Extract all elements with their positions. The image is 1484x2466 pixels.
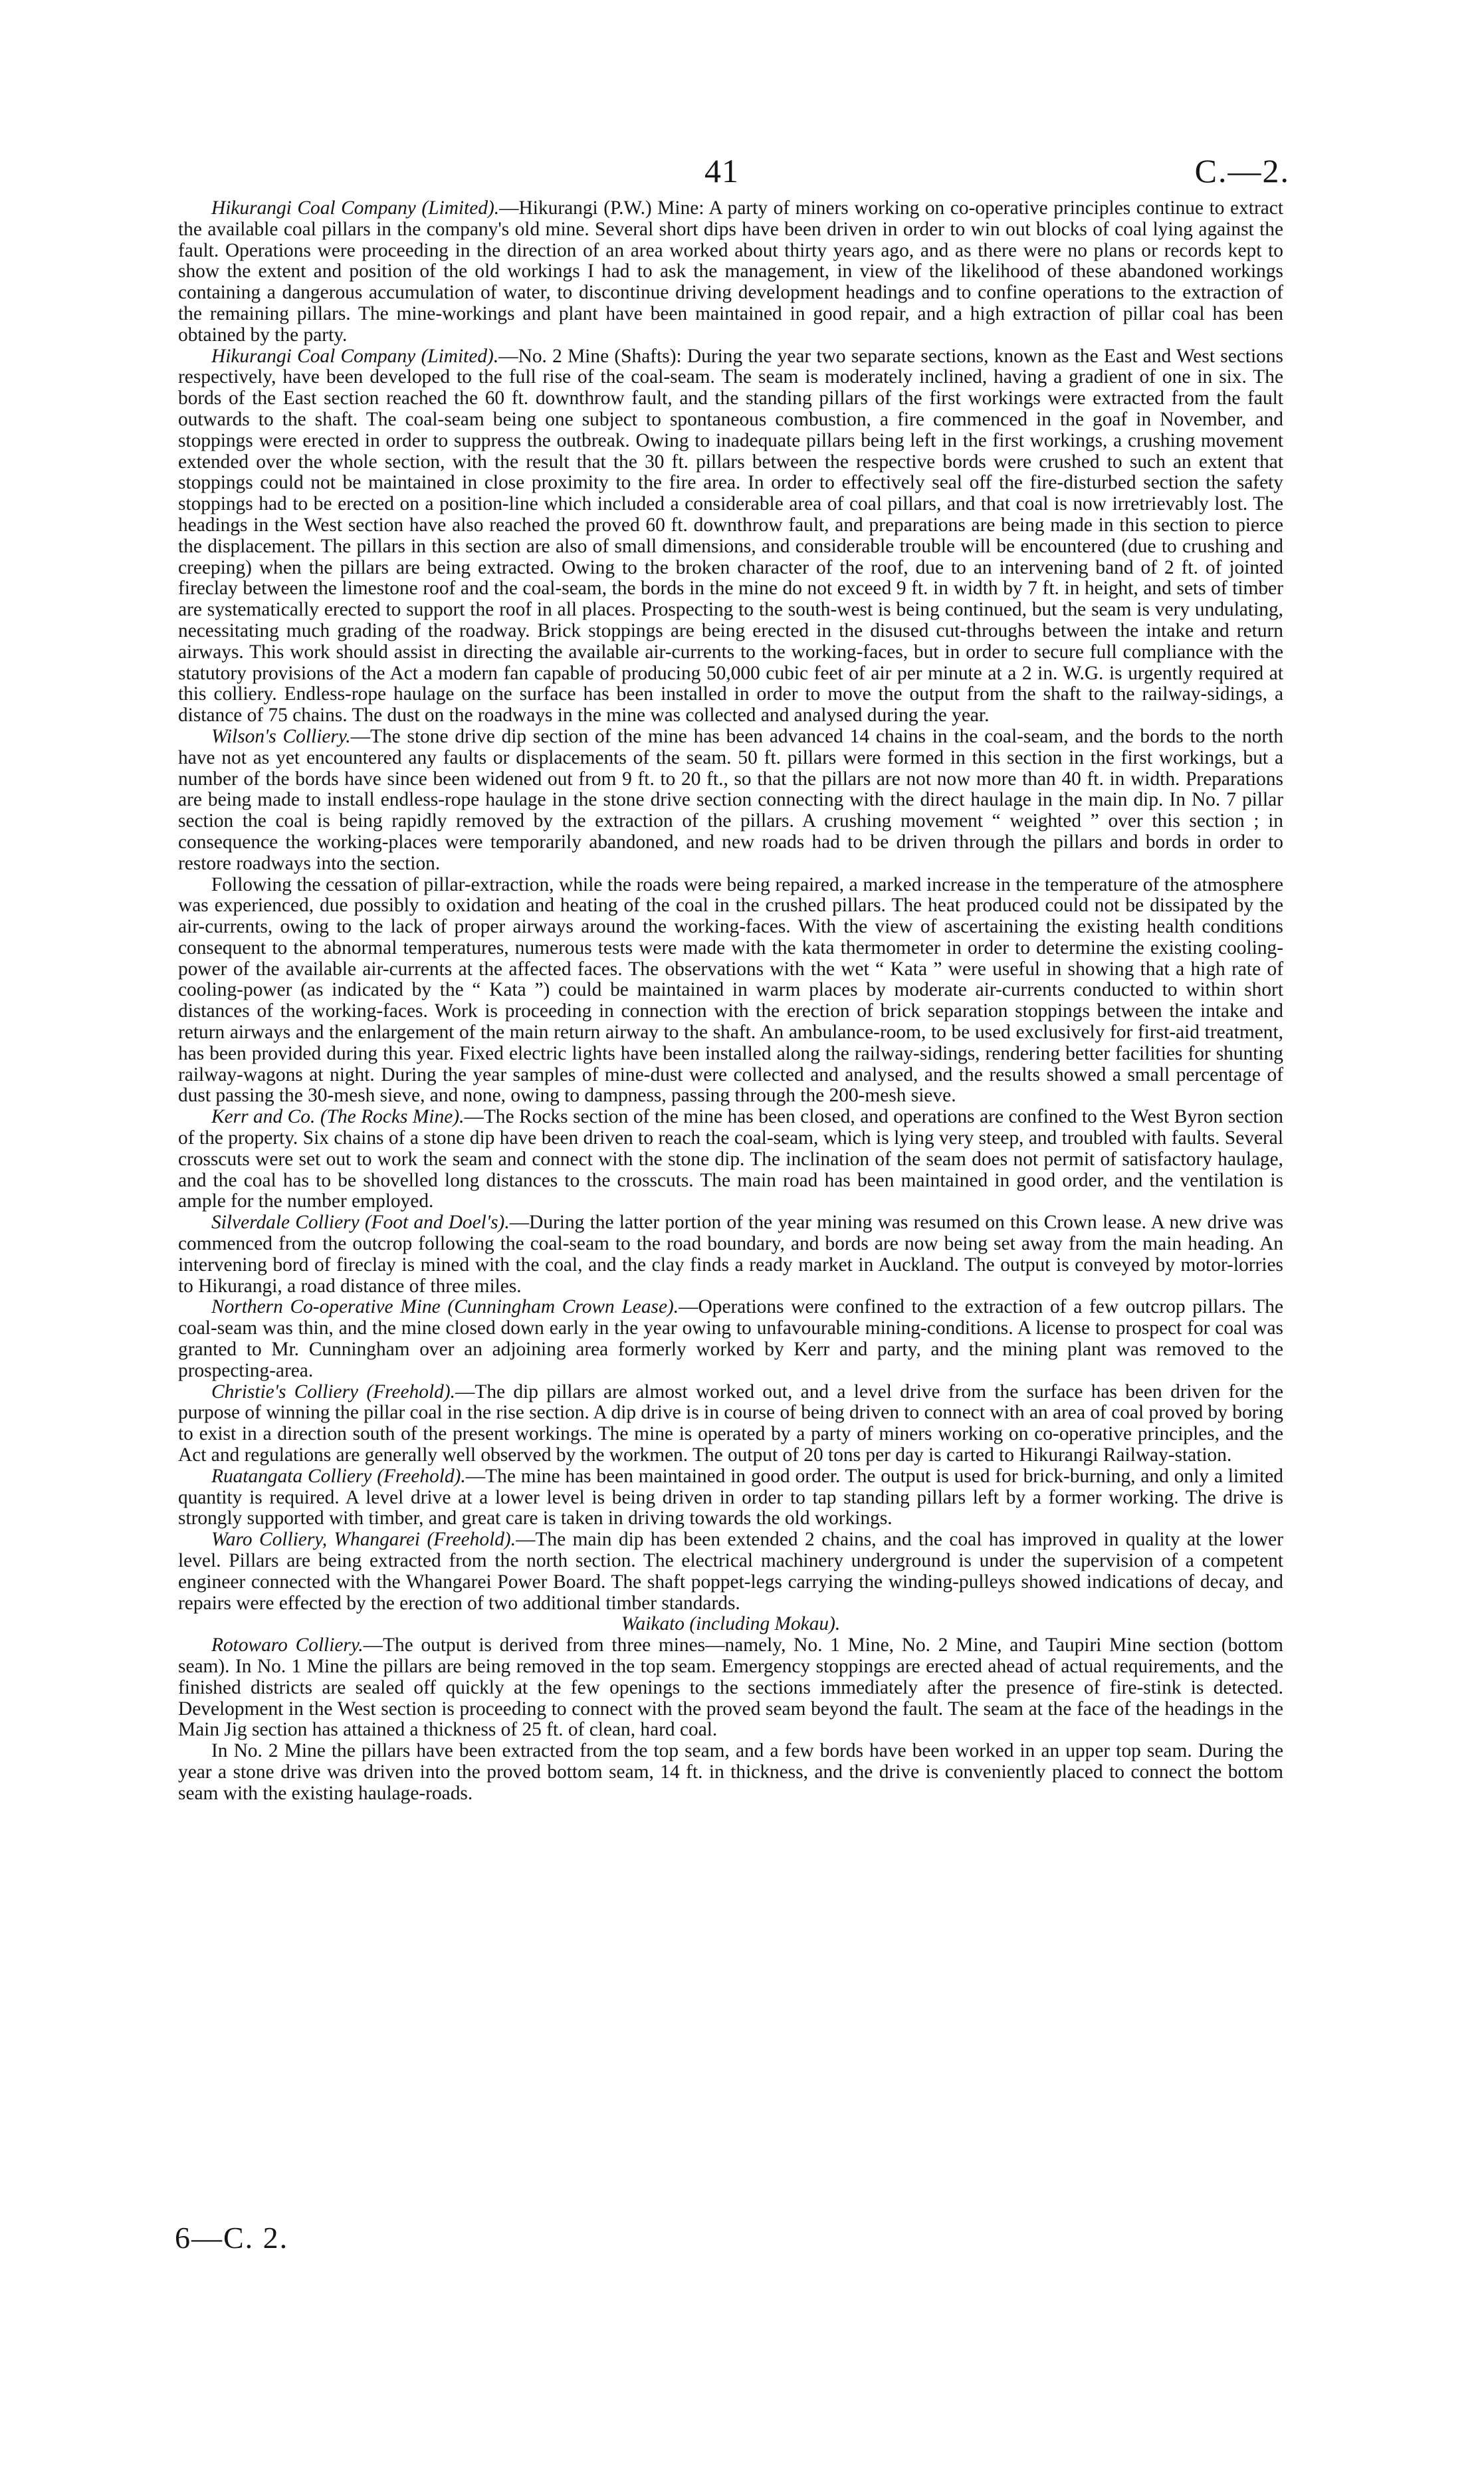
paragraph-pillar-extraction — [178, 875, 1283, 1107]
paragraph-lead: Ruatangata Colliery (Freehold). — [211, 1465, 466, 1487]
paragraph-lead: Waro Colliery, Whangarei (Freehold). — [211, 1529, 516, 1551]
paragraph-lead: Silverdale Colliery (Foot and Doel's). — [211, 1212, 510, 1234]
paragraph-wilsons-colliery — [178, 727, 1283, 875]
paragraph-body: —The stone drive dip section of the mine has been advanced 14 chains in the coal-seam, and the bords to the north have not as yet encountered any faults or displacements of the seam. 50 ft. pillars were formed in this section in the first workings, but a number of the bords have since been widened out from 9 ft. to 20 ft., so that the pillars are not now more than 40 ft. in width. Preparations are being made to install endless-rope haulage in the stone drive section connecting with the direct haulage in the main dip. In No. 7 pillar section the coal is being rapidly removed by the extraction of the pillars. A crushing movement “ weighted ” over this section ; in consequence the working-places were temporarily abandoned, and new roads had to be driven through the pillars and bords in order to restore roadways into the section. — [178, 725, 1283, 874]
paragraph-body: —The dip pillars are almost worked out, and a level drive from the surface has been driven for the purpose of winning the pillar coal in the rise section. A dip drive is in course of being driven to connect with an area of coal proved by boring to exist in a direction south of the present workings. The mine is operated by a party of miners working on co-operative principles, and the Act and regulations are generally well observed by the workmen. The output of 20 tons per day is carted to Hikurangi Railway-station. — [178, 1381, 1283, 1466]
document-reference: C.—2. — [1194, 152, 1290, 189]
paragraph-rotowaro-no2-mine — [178, 1741, 1283, 1804]
page-number: 41 — [704, 152, 739, 189]
paragraph-body: —During the latter portion of the year mining was resumed on this Crown lease. A new drive was commenced from the outcrop following the coal-seam to the road boundary, and bords are now being set away from the main heading. An intervening bord of fireclay is mined with the coal, and the clay finds a ready market in Auckland. The output is conveyed by motor-lorries to Hikurangi, a road distance of three miles. — [178, 1212, 1284, 1297]
section-heading: Waikato (including Mokau). — [621, 1613, 841, 1635]
paragraph-lead: Hikurangi Coal Company (Limited). — [211, 345, 499, 367]
signature-mark: 6—C. 2. — [175, 2221, 289, 2255]
paragraph-body: Following the cessation of pillar-extraction, while the roads were being repaired, a marked increase in the temperature of the atmosphere was experienced, due possibly to oxidation and heating of the coal in the crushed pillars. The heat produced could not be dissipated by the air-currents, owing to the lack of proper airways around the working-faces. With the view of ascertaining the existing health conditions consequent to the abnormal temperatures, numerous tests were made with the kata thermometer in order to determine the existing cooling-power of the available air-currents at the affected faces. The observations with the wet “ Kata ” were useful in showing that a high rate of cooling-power (as indicated by the “ Kata ”) could be maintained in warm places by moderate air-currents conducted to within short distances of the working-faces. Work is proceeding in connection with the erection of brick separation stoppings between the intake and return airways and the enlargement of the main return airway to the shaft. An ambulance-room, to be used exclusively for first-aid treatment, has been provided during this year. Fixed electric lights have been installed along the railway-sidings, rendering better facilities for shunting railway-wagons at night. During the year samples of mine-dust were collected and analysed, and the results showed a small percentage of dust passing the 30-mesh sieve, and none, owing to dampness, passing through the 200-mesh sieve. — [178, 873, 1283, 1107]
paragraph-kerr-and-co — [178, 1107, 1283, 1212]
paragraph-lead: Rotowaro Colliery. — [211, 1634, 364, 1656]
paragraph-body: —The main dip has been extended 2 chains, and the coal has improved in quality at the lower level. Pillars are being extracted from the north section. The electrical machinery underground is under the supervision of a competent engineer connected with the Whangarei Power Board. The shaft poppet-legs carrying the winding-pulleys showed indications of decay, and repairs were effected by the erection of two additional timber standards. — [178, 1529, 1283, 1614]
paragraph-waro-colliery — [178, 1529, 1283, 1614]
paragraph-ruatangata-colliery — [178, 1466, 1283, 1529]
paragraph-hikurangi-no2-mine — [178, 346, 1283, 727]
paragraph-lead: Christie's Colliery (Freehold). — [211, 1381, 455, 1402]
paragraph-lead: Wilson's Colliery. — [211, 725, 351, 747]
paragraph-rotowaro-colliery — [178, 1635, 1283, 1741]
paragraph-christies-colliery — [178, 1382, 1283, 1466]
paragraph-body: —No. 2 Mine (Shafts): During the year two separate sections, known as the East and West sections respectively, have been developed to the full rise of the coal-seam. The seam is moderately inclined, having a gradient of one in six. The bords of the East section reached the 60 ft. downthrow fault, and the standing pillars of the first workings were extracted from the fault outwards to the shaft. The coal-seam being one subject to spontaneous combustion, a fire commenced in the goaf in November, and stoppings were erected in order to suppress the outbreak. Owing to inadequate pillars being left in the first workings, a crushing movement extended over the whole section, with the result that the 30 ft. pillars between the respective bords were crushed to such an extent that stoppings could not be maintained in close proximity to the fire area. In order to effectively seal off the fire-disturbed section the safety stoppings had to be erected on a position-line which included a considerable area of coal pillars, and that coal is now irretrievably lost. The headings in the West section have also reached the proved 60 ft. downthrow fault, and preparations are being made in this section to pierce the displacement. The pillars in this section are also of small dimensions, and considerable trouble will be encountered (due to crushing and creeping) when the pillars are being extracted. Owing to the broken character of the roof, due to an intervening band of 2 ft. of jointed fireclay between the limestone roof and the coal-seam, the bords in the mine do not exceed 9 ft. in width by 7 ft. in height, and sets of timber are systematically erected to support the roof in all places. Prospecting to the south-west is being continued, but the seam is very undulating, necessitating much grading of the roadway. Brick stoppings are being erected in the disused cut-throughs between the intake and return airways. This work should assist in directing the available air-currents to the working-faces, but in order to secure full compliance with the statutory provisions of the Act a modern fan capable of producing 50,000 cubic feet of air per minute at a 2 in. W.G. is urgently required at this colliery. Endless-rope haulage on the surface has been installed in order to move the output from the shaft to the railway-sidings, a distance of 75 chains. The dust on the roadways in the mine was collected and analysed during the year. — [178, 345, 1283, 727]
paragraph-lead: Northern Co-operative Mine (Cunningham Crown Lease). — [211, 1296, 679, 1318]
paragraph-body: —The output is derived from three mines—namely, No. 1 Mine, No. 2 Mine, and Taupiri Mine section (bottom seam). In No. 1 Mine the pillars are being removed in the top seam. Emergency stoppings are erected ahead of actual requirements, and the finished districts are sealed off quickly at the few openings to the sections immediately after the presence of fire-stink is detected. Development in the West section is proceeding to connect with the proved seam beyond the fault. The seam at the face of the headings in the Main Jig section has attained a thickness of 25 ft. of clean, hard coal. — [178, 1634, 1283, 1741]
paragraph-body: —The Rocks section of the mine has been closed, and operations are confined to the West Byron section of the property. Six chains of a stone dip have been driven to reach the coal-seam, which is lying very steep, and troubled with faults. Several crosscuts were set out to work the seam and connect with the stone dip. The inclination of the seam does not permit of satisfactory haulage, and the coal has to be shovelled long distances to the crosscuts. The main road has been maintained in good order, and the ventilation is ample for the number employed. — [178, 1106, 1283, 1212]
paragraph-northern-cooperative — [178, 1297, 1283, 1381]
paragraph-body: In No. 2 Mine the pillars have been extracted from the top seam, and a few bords have been worked in an upper top seam. During the year a stone drive was driven into the proved bottom seam, 14 ft. in thickness, and the drive is conveniently placed to connect the bottom seam with the existing haulage-roads. — [178, 1740, 1283, 1804]
paragraph-body: —Operations were confined to the extraction of a few outcrop pillars. The coal-seam was thin, and the mine closed down early in the year owing to unfavourable mining-conditions. A license to prospect for coal was granted to Mr. Cunningham over an adjoining area formerly worked by Kerr and party, and the mining plant was removed to the prospecting-area. — [178, 1296, 1283, 1381]
paragraph-hikurangi-pw-mine — [178, 198, 1283, 346]
body-text — [178, 198, 1283, 1805]
paragraph-silverdale-colliery — [178, 1212, 1283, 1297]
paragraph-body: —The mine has been maintained in good order. The output is used for brick-burning, and only a limited quantity is required. A level drive at a lower level is being driven in order to tap standing pillars left by a former working. The drive is strongly supported with timber, and great care is taken in driving towards the old workings. — [178, 1465, 1283, 1529]
paragraph-lead: Kerr and Co. (The Rocks Mine). — [211, 1106, 465, 1128]
paragraph-body: —Hikurangi (P.W.) Mine: A party of miners working on co-operative principles continue to extract the available coal pillars in the company's old mine. Several short dips have been driven in order to win out blocks of coal lying against the fault. Operations were proceeding in the direction of an area worked about thirty years ago, and as there were no plans or records kept to show the extent and position of the old workings I had to ask the management, in view of the likelihood of these abandoned workings containing a dangerous accumulation of water, to discontinue driving development headings and to confine operations to the extraction of the remaining pillars. The mine-workings and plant have been maintained in good repair, and a high extraction of pillar coal has been obtained by the party. — [178, 197, 1283, 346]
paragraph-lead: Hikurangi Coal Company (Limited). — [211, 197, 500, 219]
